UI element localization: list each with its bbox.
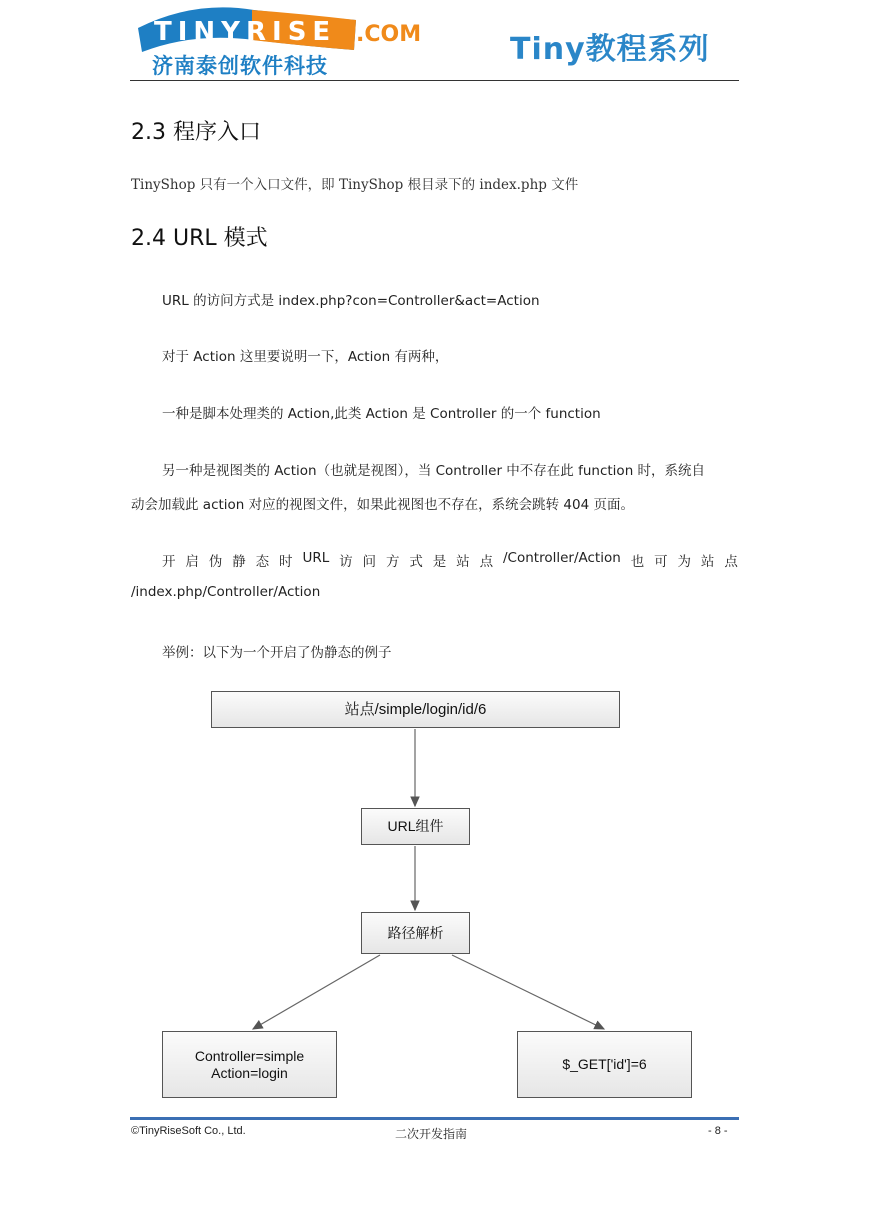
section-heading-entry: 2.3 程序入口 — [131, 120, 261, 145]
rewrite-word: 静 — [232, 554, 246, 570]
rewrite-word: 点 — [724, 554, 738, 570]
paragraph-view-action-line2: 动会加载此 action 对应的视图文件，如果此视图也不存在，系统会跳转 404 页面。 — [131, 497, 634, 513]
rewrite-word: 开 — [162, 554, 176, 570]
paragraph-rewrite-line2: /index.php/Controller/Action — [131, 584, 321, 600]
controller-action-box — [162, 1031, 337, 1098]
series-title: Tiny教程系列 — [510, 32, 710, 67]
arrow-route-to-get — [452, 955, 604, 1029]
footer-doc-title: 二次开发指南 — [395, 1127, 468, 1141]
rewrite-word: 站 — [456, 554, 470, 570]
url-component-label: URL组件 — [387, 818, 444, 834]
footer-divider — [130, 1117, 739, 1120]
rewrite-word: 可 — [654, 554, 668, 570]
rewrite-word: 站 — [700, 554, 715, 570]
site-url-box — [211, 691, 620, 728]
rewrite-word: 时 — [279, 554, 293, 570]
paragraph-view-action-line1: 另一种是视图类的 Action（也就是视图），当 Controller 中不存在此 function 时，系统自 — [162, 463, 706, 479]
route-parse-box — [361, 912, 470, 954]
footer-page-number: - 8 - — [708, 1125, 728, 1137]
paragraph-script-action: 一种是脚本处理类的 Action,此类 Action 是 Controller 的一个 function — [162, 406, 601, 422]
company-name: 济南泰创软件科技 — [152, 54, 328, 78]
footer-copyright: ©TinyRiseSoft Co., Ltd. — [131, 1125, 246, 1137]
get-param-label: $_GET['id']=6 — [562, 1056, 647, 1072]
rewrite-word: 启 — [185, 554, 199, 570]
rewrite-word: 伪 — [208, 554, 223, 570]
rewrite-word: 问 — [362, 554, 377, 570]
site-url-label: 站点/simple/login/id/6 — [344, 701, 487, 718]
logo-domain: .COM — [356, 22, 422, 47]
rewrite-word: 也 — [630, 554, 645, 570]
paragraph-url-access: URL 的访问方式是 index.php?con=Controller&act=Action — [162, 293, 540, 309]
get-param-box — [517, 1031, 692, 1098]
action-label: Action=login — [211, 1064, 288, 1081]
rewrite-word: 是 — [432, 554, 447, 570]
logo-wordmark: TINYRISE — [154, 17, 337, 47]
rewrite-word: 点 — [479, 554, 494, 570]
url-component-box — [361, 808, 470, 845]
rewrite-word: 式 — [409, 554, 423, 570]
rewrite-word: 为 — [677, 554, 691, 570]
arrow-route-to-controller — [253, 955, 380, 1029]
section-heading-url-mode: 2.4 URL 模式 — [131, 226, 268, 251]
entry-paragraph: TinyShop 只有一个入口文件，即 TinyShop 根目录下的 index.php 文件 — [131, 177, 579, 193]
rewrite-word: 态 — [255, 554, 270, 570]
controller-label: Controller=simple — [194, 1047, 305, 1064]
route-parse-label: 路径解析 — [387, 924, 444, 941]
paragraph-example: 举例：以下为一个开启了伪静态的例子 — [162, 645, 392, 661]
rewrite-word: URL — [302, 550, 330, 566]
rewrite-word: /Controller/Action — [502, 550, 621, 566]
rewrite-word: 访 — [339, 554, 353, 570]
rewrite-word: 方 — [385, 554, 400, 570]
paragraph-action-types: 对于 Action 这里要说明一下，Action 有两种， — [162, 349, 449, 365]
